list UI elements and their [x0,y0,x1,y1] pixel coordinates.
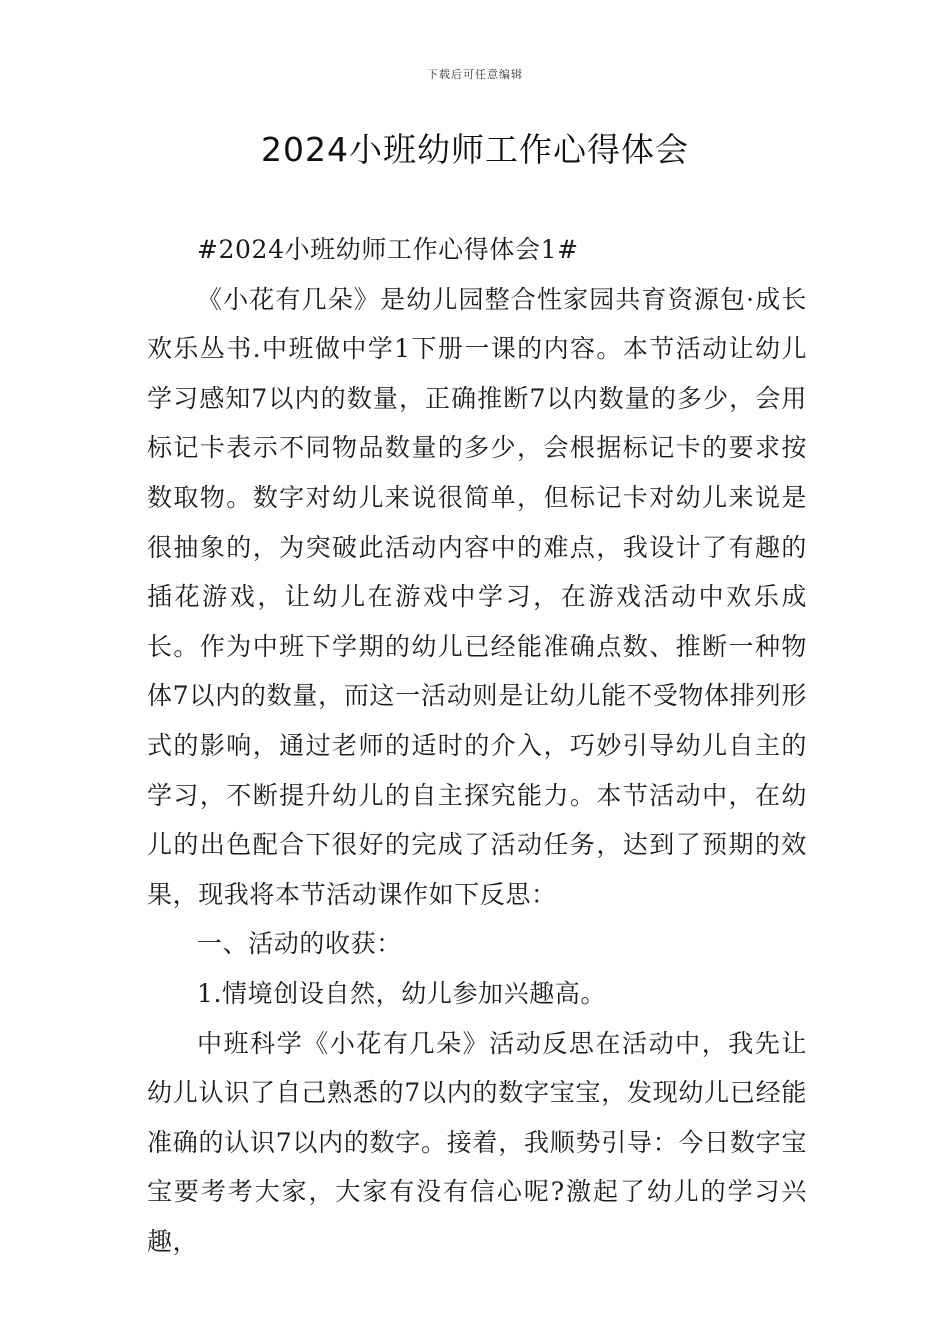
document-title: 2024小班幼师工作心得体会 [261,130,689,169]
header-note: 下载后可任意编辑 [427,68,523,81]
section-heading: #2024小班幼师工作心得体会1# [197,235,579,264]
list-item: 1.情境创设自然，幼儿参加兴趣高。 [197,978,607,1008]
document-body [147,225,807,1266]
body-paragraph: 《小花有几朵》是幼儿园整合性家园共育资源包·成长欢乐丛书.中班做中学1下册一课的内容。本节活动让幼儿学习感知7以内的数量，正确推断7以内数量的多少，会用标记卡表示不同物品数量的多少，会根据标记卡的要求按数取物。数字对幼儿来说很简单，但标记卡对幼儿来说是很抽象的，为突破此活动内容中的难点，我设计了有趣的插花游戏，让幼儿在游戏中学习，在游戏活动中欢乐成长。作为中班下学期的幼儿已经能准确点数、推断一种物体7以内的数量，而这一活动则是让幼儿能不受物体排列形式的影响，通过老师的适时的介入，巧妙引导幼儿自主的学习，不断提升幼儿的自主探究能力。本节活动中，在幼儿的出色配合下很好的完成了活动任务，达到了预期的效果，现我将本节活动课作如下反思： [147,284,807,909]
list-heading: 一、活动的收获： [197,929,402,959]
body-paragraph: 中班科学《小花有几朵》活动反思在活动中，我先让幼儿认识了自己熟悉的7以内的数字宝宝，发现幼儿已经能准确的认识7以内的数字。接着，我顺势引导：今日数字宝宝要考考大家，大家有没有信心呢?激起了幼儿的学习兴趣， [147,1028,807,1256]
